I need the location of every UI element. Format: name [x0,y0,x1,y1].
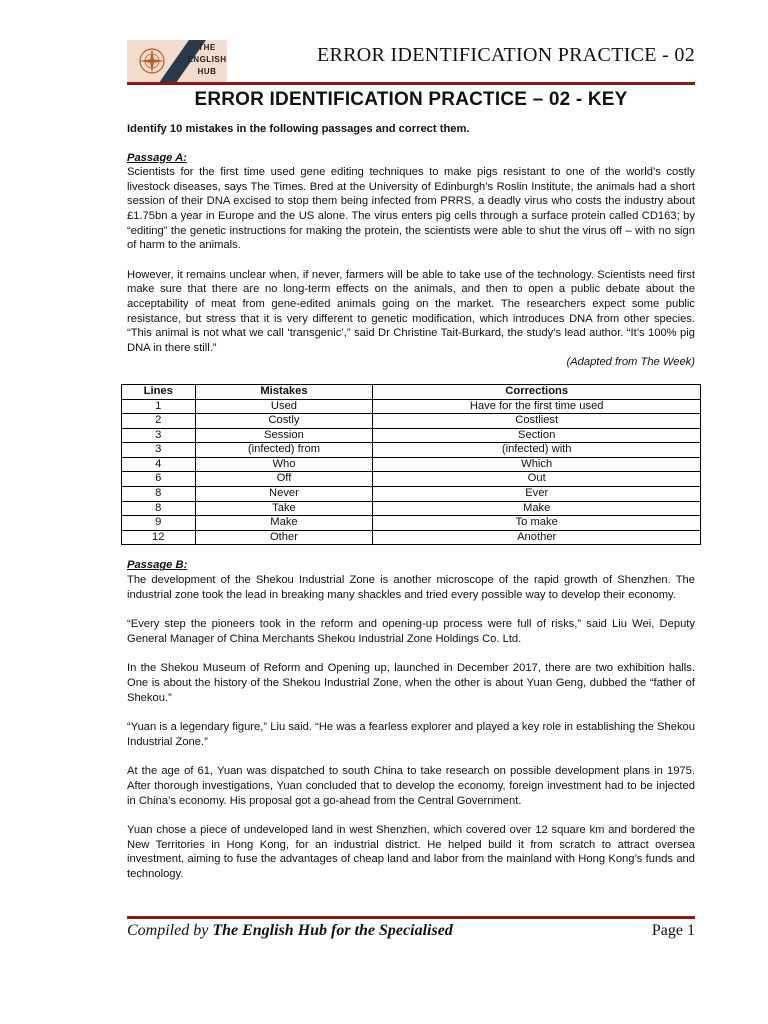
footer-divider [127,916,695,919]
passage-b-heading: Passage B: [127,559,188,572]
column-header: Mistakes [195,384,373,399]
footer-org: The English Hub for the Specialised [212,922,453,939]
table-row [122,472,701,487]
table-cell: 12 [122,530,196,545]
table-cell: 3 [122,443,196,458]
table-row [122,501,701,516]
page-title: ERROR IDENTIFICATION PRACTICE – 02 - KEY [194,89,628,110]
table-row [122,399,701,414]
passage-paragraph: However, it remains unclear when, if never, farmers will be able to take use of the technology. Scientists need first make sure that there are no long-term effects on the animals, and then to open a public debate about the acceptability of meat from gene-edited animals going on the market. The researchers expect some public resistance, but stress that it is very different to genetic modification, which introduces DNA from other species. “This animal is not what we call ‘transgenic’,” said Dr Christine Tait-Burkard, the study’s lead author. “It’s 100% pig DNA in there still.” [127,268,695,354]
answer-table [121,384,701,546]
table-cell: 8 [122,501,196,516]
table-cell: 8 [122,487,196,502]
column-header: Corrections [373,384,701,399]
table-cell: Who [195,457,373,472]
table-row [122,516,701,531]
table-cell: Which [373,457,701,472]
passage-paragraph: In the Shekou Museum of Reform and Opening up, launched in December 2017, there are two exhibition halls. One is about the history of the Shekou Industrial Zone, when the other is about Yuan Geng, dubbed the “father of Shekou.” [127,662,695,704]
table-cell: Never [195,487,373,502]
table-cell: Section [373,428,701,443]
table-cell: Another [373,530,701,545]
table-cell: Make [373,501,701,516]
table-row [122,414,701,429]
table-cell: Make [195,516,373,531]
table-cell: (infected) from [195,443,373,458]
header-title: ERROR IDENTIFICATION PRACTICE - 02 [317,44,695,66]
table-row [122,457,701,472]
footer-compiled-by: Compiled by [127,922,209,939]
table-cell: (infected) with [373,443,701,458]
logo-line: HUB [197,67,217,76]
page-number: Page 1 [651,922,695,939]
document-body [127,122,695,882]
table-row [122,487,701,502]
passage-paragraph: Scientists for the first time used gene editing techniques to make pigs resistant to one of the world’s costly livestock diseases, says The Times. Bred at the University of Edinburgh’s Roslin Institute, the animals had a short session of their DNA excised to stop them being infected from PRRS, a deadly virus who costs the industry about £1.75bn a year in Europe and the US alone. The virus enters pig cells through a surface protein called CD163; by “editing” the genetic instructions for making the protein, the scientists were able to shut the virus off – with no sign of harm to the animals. [127,166,695,252]
passage-paragraph: The development of the Shekou Industrial Zone is another microscope of the rapid growth of Shenzhen. The industrial zone took the lead in breaking many shackles and tried every possible way to develop their economy. [127,574,695,601]
passage-paragraph: “Yuan is a legendary figure,” Liu said. “He was a fearless explorer and played a key role in establishing the Shekou Industrial Zone.” [127,721,695,748]
table-cell: Other [195,530,373,545]
logo-line: THE [198,43,216,52]
column-header: Lines [122,384,196,399]
table-cell: 3 [122,428,196,443]
table-row [122,443,701,458]
table-row [122,428,701,443]
passage-paragraph: At the age of 61, Yuan was dispatched to south China to take research on possible development plans in 1975. After thorough investigations, Yuan concluded that to develop the economy, foreign investment had to be injected in China’s economy. His proposal got a go-ahead from the Central Government. [127,765,695,807]
table-cell: 9 [122,516,196,531]
source-citation: (Adapted from The Week) [566,356,695,369]
header-divider [127,82,695,85]
table-cell: Costly [195,414,373,429]
logo-line: ENGLISH [187,55,227,64]
table-cell: Off [195,472,373,487]
table-cell: Used [195,399,373,414]
passage-paragraph: “Every step the pioneers took in the reform and opening-up process were full of risks,” said Liu Wei, Deputy General Manager of China Merchants Shekou Industrial Zone Holdings Co. Ltd. [127,618,695,645]
table-cell: To make [373,516,701,531]
table-cell: Costliest [373,414,701,429]
footer-credit [127,922,453,940]
instruction: Identify 10 mistakes in the following passages and correct them. [127,123,470,135]
passage-a-heading: Passage A: [127,151,187,164]
table-cell: 2 [122,414,196,429]
page-header [127,30,695,82]
passage-paragraph: Yuan chose a piece of undeveloped land in west Shenzhen, which covered over 12 square km and bordered the New Territories in Hong Kong, for an industrial district. He helped build it from scratch to attract oversea investment, aiming to fuse the advantages of cheap land and labor from the mainland with Hong Kong’s funds and technology. [127,824,695,880]
table-cell: Have for the first time used [373,399,701,414]
table-cell: Out [373,472,701,487]
compass-icon [137,46,167,76]
logo [127,40,227,82]
table-row [122,530,701,545]
logo-text [187,42,227,78]
table-cell: Session [195,428,373,443]
table-cell: 1 [122,399,196,414]
table-cell: 4 [122,457,196,472]
table-header-row [122,384,701,399]
table-cell: Ever [373,487,701,502]
table-cell: Take [195,501,373,516]
table-cell: 6 [122,472,196,487]
